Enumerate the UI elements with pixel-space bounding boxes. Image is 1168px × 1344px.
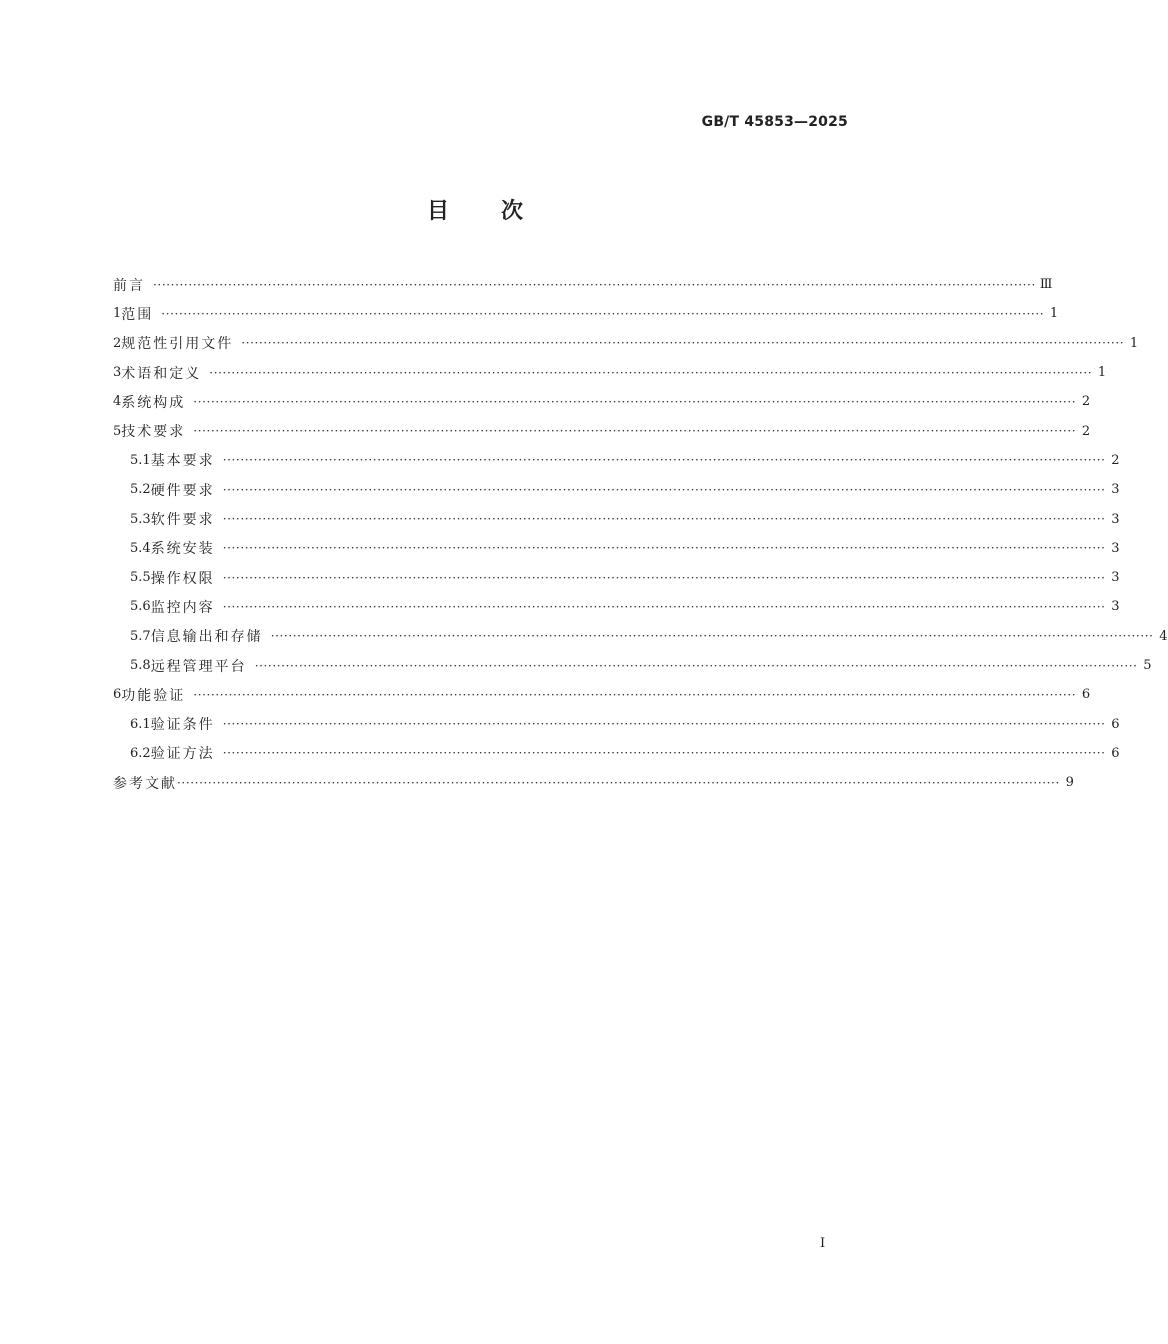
toc-entry-bibliography[interactable]: [113, 768, 1074, 797]
toc-leader-dots: ········································································································································································································: [177, 775, 1060, 790]
toc-entry-5-6[interactable]: [113, 592, 1120, 621]
toc-title: 目次: [426, 199, 575, 224]
toc-leader-dots: ········································································································································································································: [270, 629, 1154, 644]
toc-leader-dots: ········································································································································································································: [161, 306, 1045, 321]
toc-entry-5-1[interactable]: [113, 446, 1120, 475]
toc-entry-page: 5: [1143, 658, 1152, 673]
toc-entry-label: 功能验证: [121, 687, 186, 704]
toc-entry-5-2[interactable]: [113, 475, 1120, 504]
toc-entry-number: 3: [113, 365, 122, 381]
toc-entry-number: 5.8: [130, 658, 151, 673]
toc-entry-page: 1: [1097, 365, 1107, 381]
toc-entry-label: 硬件要求: [150, 482, 215, 499]
toc-entry-label: 范围: [121, 306, 154, 323]
toc-entry-label: 软件要求: [150, 512, 215, 529]
toc-leader-dots: ········································································································································································································: [222, 746, 1106, 761]
toc-entry-6-2[interactable]: [113, 739, 1120, 768]
toc-entry-number: 5: [113, 423, 122, 439]
toc-leader-dots: ········································································································································································································: [222, 599, 1106, 614]
toc-entry-page: 3: [1111, 482, 1120, 498]
toc-entry-page: 3: [1111, 599, 1120, 615]
toc-entry-page: 2: [1111, 452, 1120, 468]
toc-entry-number: 5.3: [130, 511, 151, 527]
table-of-contents: [113, 270, 1168, 797]
toc-entry-number: 5.5: [130, 570, 151, 586]
toc-entry-page: 3: [1111, 540, 1120, 556]
toc-entry-page: 2: [1081, 423, 1091, 439]
toc-entry-page: 6: [1111, 745, 1120, 761]
toc-entry-2[interactable]: [113, 329, 1139, 358]
toc-entry-number: 6.2: [130, 745, 151, 761]
toc-entry-label: 前言: [113, 277, 145, 294]
toc-entry-number: 5.2: [130, 482, 151, 498]
toc-leader-dots: ········································································································································································································: [254, 658, 1138, 673]
toc-leader-dots: ········································································································································································································: [193, 394, 1077, 409]
toc-entry-number: 5.4: [130, 540, 151, 556]
toc-leader-dots: ········································································································································································································: [222, 541, 1106, 556]
toc-leader-dots: ········································································································································································································: [222, 453, 1106, 468]
toc-entry-page: Ⅲ: [1039, 277, 1053, 293]
toc-leader-dots: ········································································································································································································: [153, 277, 1036, 292]
toc-entry-label: 规范性引用文件: [121, 336, 234, 353]
toc-entry-page: 3: [1111, 511, 1120, 527]
toc-entry-5-3[interactable]: [113, 504, 1120, 533]
toc-leader-dots: ········································································································································································································: [209, 365, 1093, 380]
toc-entry-foreword[interactable]: [113, 270, 1053, 299]
toc-entry-label: 基本要求: [150, 453, 215, 470]
toc-entry-label: 信息输出和存储: [150, 629, 263, 646]
toc-entry-5-4[interactable]: [113, 534, 1120, 563]
toc-entry-label: 参考文献: [113, 775, 177, 792]
toc-entry-number: 2: [113, 335, 122, 351]
toc-leader-dots: ········································································································································································································: [222, 482, 1106, 497]
standard-code: GB/T 45853—2025: [701, 114, 848, 130]
toc-entry-page: 1: [1129, 335, 1139, 351]
toc-entry-number: 6: [113, 687, 122, 703]
toc-entry-page: 4: [1159, 628, 1168, 644]
toc-entry-label: 技术要求: [121, 424, 186, 441]
toc-entry-6-1[interactable]: [113, 709, 1120, 738]
toc-entry-label: 验证方法: [150, 746, 215, 763]
toc-entry-number: 5.7: [130, 628, 151, 644]
toc-entry-4[interactable]: [113, 387, 1091, 416]
toc-entry-page: 1: [1049, 306, 1059, 322]
toc-leader-dots: ········································································································································································································: [222, 512, 1106, 527]
toc-leader-dots: ········································································································································································································: [193, 687, 1077, 702]
toc-entry-number: 5.6: [130, 599, 151, 615]
toc-entry-5-8[interactable]: [113, 651, 1152, 680]
page-number: I: [820, 1236, 826, 1251]
toc-entry-page: 2: [1081, 394, 1091, 410]
toc-leader-dots: ········································································································································································································: [193, 424, 1077, 439]
toc-entry-page: 6: [1111, 716, 1120, 732]
toc-entry-number: 5.1: [130, 452, 151, 468]
toc-leader-dots: ········································································································································································································: [241, 336, 1125, 351]
toc-entry-label: 监控内容: [150, 599, 215, 616]
toc-entry-6[interactable]: [113, 680, 1091, 709]
toc-entry-5[interactable]: [113, 416, 1091, 445]
toc-entry-3[interactable]: [113, 358, 1107, 387]
toc-entry-label: 系统构成: [121, 394, 186, 411]
toc-entry-label: 验证条件: [150, 717, 215, 734]
toc-entry-5-5[interactable]: [113, 563, 1120, 592]
toc-entry-number: 6.1: [130, 716, 151, 732]
toc-entry-page: 3: [1111, 570, 1120, 586]
toc-entry-number: 4: [113, 394, 122, 410]
toc-entry-1[interactable]: [113, 299, 1059, 328]
toc-entry-label: 术语和定义: [121, 365, 202, 382]
toc-entry-number: 1: [113, 306, 122, 322]
toc-entry-page: 9: [1065, 775, 1074, 791]
toc-leader-dots: ········································································································································································································: [222, 570, 1106, 585]
toc-entry-label: 操作权限: [150, 570, 215, 587]
toc-entry-5-7[interactable]: [113, 622, 1168, 651]
toc-entry-label: 系统安装: [150, 541, 215, 558]
toc-entry-label: 远程管理平台: [150, 658, 247, 675]
toc-leader-dots: ········································································································································································································: [222, 717, 1106, 732]
toc-entry-page: 6: [1081, 687, 1091, 703]
